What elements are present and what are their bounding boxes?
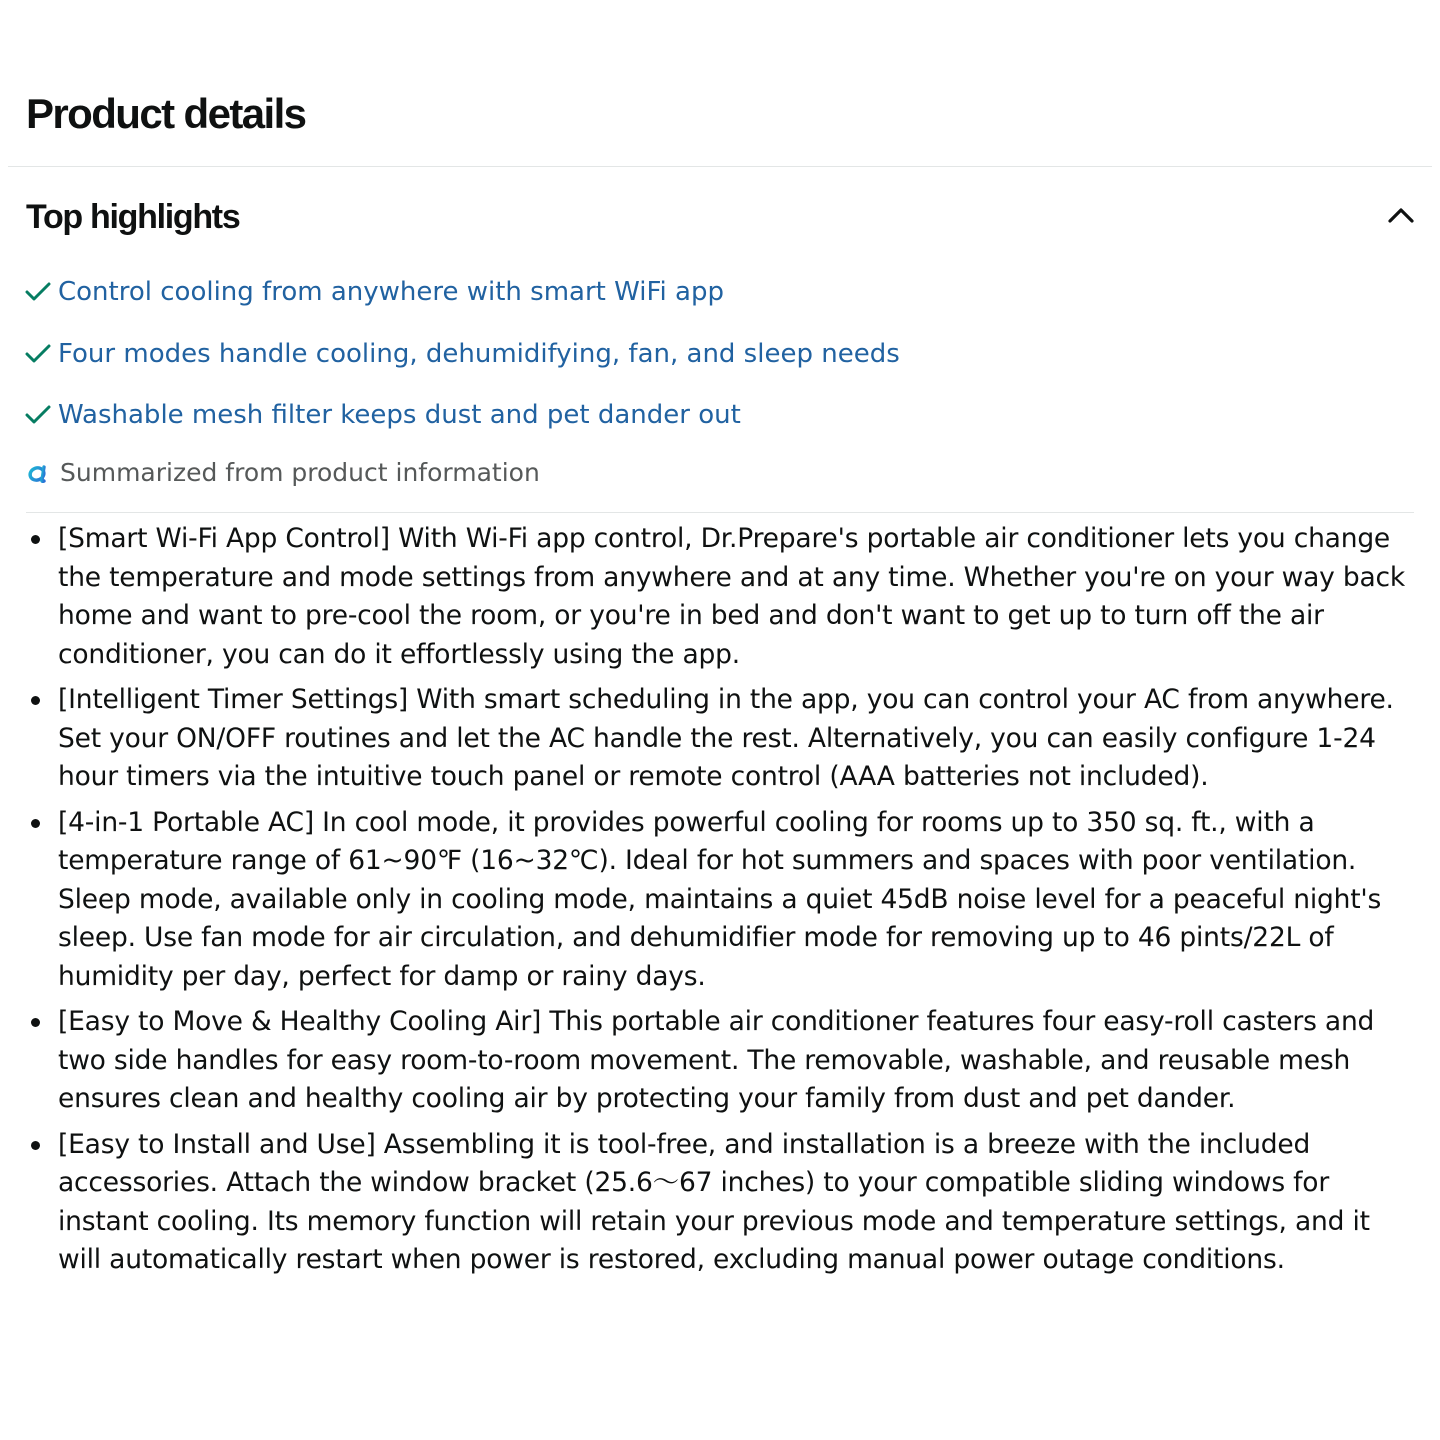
bullet-dot — [31, 1141, 40, 1150]
bullet-text: [Smart Wi-Fi App Control] With Wi-Fi app control, Dr.Prepare's portable air conditioner lets you change the temperature and mode settings from anywhere and at any time. Whether you're on your way back home and want to pre-cool the room, or you're in bed and don't want to get up to turn off the air conditioner, you can do it effortlessly using the app. — [58, 523, 1406, 670]
highlight-text: Control cooling from anywhere with smart WiFi app — [58, 277, 724, 307]
page-title: Product details — [26, 90, 306, 137]
highlight-item — [24, 268, 900, 330]
highlight-item — [24, 391, 900, 453]
chevron-up-icon[interactable] — [1386, 202, 1416, 226]
bullet-text: [Easy to Install and Use] Assembling it is tool-free, and installation is a breeze with the included accessories. Attach the window bracket (25.6～67 inches) to your compatible sliding windows for instant cooling. Its memory function will retain your previous mode and temperature settings, and it will automatically restart when power is restored, excluding manual power outage conditions. — [58, 1128, 1370, 1275]
highlight-item — [24, 330, 900, 392]
list-item — [58, 804, 1420, 997]
bullet-text: [4-in-1 Portable AC] In cool mode, it provides powerful cooling for rooms up to 350 sq. ft., with a temperature range of 61~90℉ (16~32℃). Ideal for hot summers and spaces with poor ventilation. Sleep mode, available only in cooling mode, maintains a quiet 45dB noise level for a peaceful night's sleep. Use fan mode for air circulation, and dehumidifier mode for removing up to 46 pints/22L of humidity per day, perfect for damp or rainy days. — [58, 806, 1382, 992]
list-item — [58, 1126, 1420, 1280]
divider — [26, 512, 1414, 513]
ai-summary-note — [26, 452, 540, 494]
highlights-list — [24, 268, 900, 453]
bullet-dot — [31, 1018, 40, 1027]
summary-text: Summarized from product information — [60, 458, 540, 487]
bullet-dot — [31, 819, 40, 828]
checkmark-icon — [25, 343, 51, 365]
bullet-text: [Easy to Move & Healthy Cooling Air] This portable air conditioner features four easy-roll casters and two side handles for easy room-to-room movement. The removable, washable, and reusable mesh ensures clean and healthy cooling air by protecting your family from dust and pet dander. — [58, 1006, 1375, 1114]
highlight-text: Washable mesh filter keeps dust and pet dander out — [58, 400, 741, 430]
divider — [8, 166, 1432, 167]
list-item — [58, 520, 1420, 674]
bullet-dot — [31, 535, 40, 544]
list-item — [58, 1003, 1420, 1119]
feature-bullets-list — [58, 520, 1420, 1287]
highlight-text: Four modes handle cooling, dehumidifying, fan, and sleep needs — [58, 338, 900, 369]
list-item — [58, 681, 1420, 797]
checkmark-icon — [25, 404, 51, 426]
top-highlights-header[interactable] — [26, 190, 1422, 244]
checkmark-icon — [25, 281, 51, 303]
ai-sparkle-icon — [26, 459, 52, 485]
section-title: Top highlights — [26, 198, 240, 236]
bullet-text: [Intelligent Timer Settings] With smart scheduling in the app, you can control your AC from anywhere. Set your ON/OFF routines and let the AC handle the rest. Alternatively, you can easily configure 1-24 hour timers via the intuitive touch panel or remote control (AAA batteries not included). — [58, 684, 1394, 792]
bullet-dot — [31, 696, 40, 705]
